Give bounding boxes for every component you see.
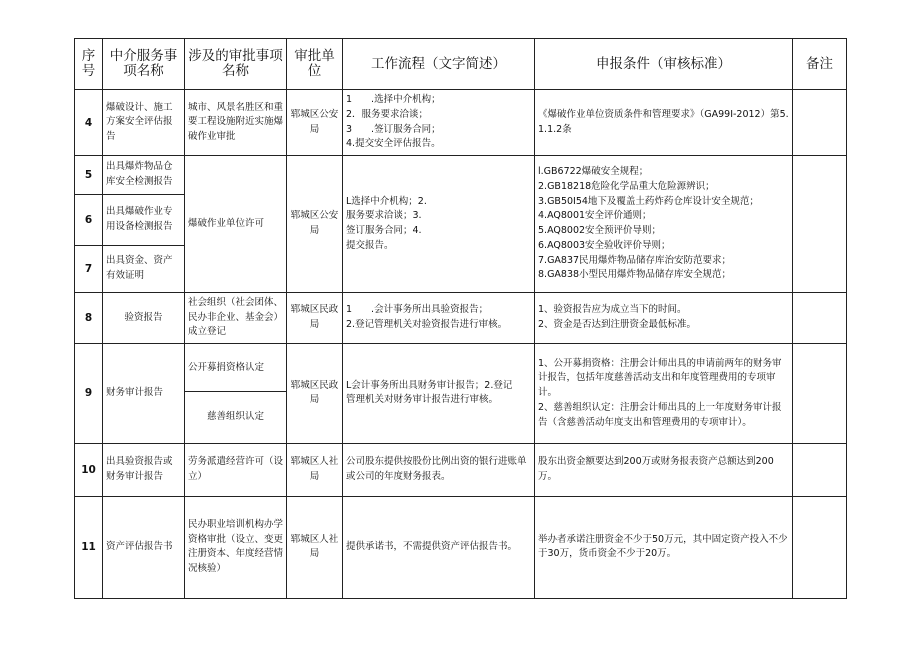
table-row xyxy=(75,343,847,443)
conditions: 股东出资金额要达到200万或财务报表资产总额达到200万。 xyxy=(535,443,793,496)
remark xyxy=(793,156,847,293)
table-row xyxy=(75,156,847,195)
approval-item-b: 慈善组织认定 xyxy=(206,410,264,422)
service-name: 资产评估报告书 xyxy=(103,496,185,598)
flow-line: 1 .选择中介机构； xyxy=(346,94,441,106)
approval-unit: 郓城区公安局 xyxy=(287,90,343,156)
table-row xyxy=(75,292,847,343)
condition-line: 1、公开募捐资格：注册会计师出具的申请前两年的财务审计报告，包括年度慈善活动支出和年度管理费用的专项审计。 xyxy=(538,357,782,399)
row-number: 5 xyxy=(75,156,103,195)
approval-item: 社会组织（社会团体、民办非企业、基金会）成立登记 xyxy=(185,292,287,343)
condition-line: l.GB6722爆破安全规程； xyxy=(538,166,649,178)
header-name: 中介服务事项名称 xyxy=(103,39,185,90)
work-flow xyxy=(343,292,535,343)
row-number: 11 xyxy=(75,496,103,598)
row-number: 10 xyxy=(75,443,103,496)
header-row xyxy=(75,39,847,90)
header-approval: 涉及的审批事项名称 xyxy=(185,39,287,90)
condition-line: 2.GB18218危险化学品重大危险源辨识； xyxy=(538,180,715,192)
service-name: 验资报告 xyxy=(103,292,185,343)
flow-line: 2.登记管理机关对验资报告进行审核。 xyxy=(346,318,508,330)
condition-line: 4.AQ8001安全评价通则； xyxy=(538,210,652,222)
remark xyxy=(793,292,847,343)
conditions xyxy=(535,343,793,443)
flow-line: L选择中介机构；2. xyxy=(346,195,427,207)
condition-line: 2、资金是否达到注册资金最低标准。 xyxy=(538,318,697,330)
conditions: 举办者承诺注册资金不少于50万元，其中固定资产投入不少于30万，货币资金不少于20万。 xyxy=(535,496,793,598)
service-name: 出具资金、资产有效证明 xyxy=(103,246,185,293)
conditions xyxy=(535,156,793,293)
flow-line: 1 .会计事务所出具验资报告； xyxy=(346,304,489,316)
header-no: 序号 xyxy=(75,39,103,90)
flow-line: 签订服务合同；4. xyxy=(346,225,422,237)
work-flow: 公司股东提供按股份比例出资的银行进账单或公司的年度财务报表。 xyxy=(343,443,535,496)
flow-line: 服务要求洽谈；3. xyxy=(346,210,422,222)
flow-line: 管理机关对财务审计报告进行审核。 xyxy=(346,394,499,406)
flow-line: 2．服务要求洽谈； xyxy=(346,108,429,120)
flow-line: 提交报告。 xyxy=(346,239,394,251)
approval-item-a: 公开募捐资格认定 xyxy=(185,345,286,392)
service-name: 爆破设计、施工方案安全评估报告 xyxy=(103,90,185,156)
row-number: 9 xyxy=(75,343,103,443)
approval-item: 爆破作业单位许可 xyxy=(185,156,287,293)
service-name: 出具爆破作业专用设备检测报告 xyxy=(103,195,185,246)
conditions xyxy=(535,292,793,343)
work-flow xyxy=(343,343,535,443)
flow-line: 3 .签订服务合同； xyxy=(346,123,441,135)
flow-line: L会计事务所出具财务审计报告；2.登记 xyxy=(346,379,513,391)
table-row xyxy=(75,90,847,156)
condition-line: 2、慈善组织认定：注册会计师出具的上一年度财务审计报告（含慈善活动年度支出和管理费用的专项审计）。 xyxy=(538,401,782,428)
row-number: 7 xyxy=(75,246,103,293)
remark xyxy=(793,443,847,496)
service-name: 出具验资报告或财务审计报告 xyxy=(103,443,185,496)
work-flow xyxy=(343,90,535,156)
approval-item: 城市、风景名胜区和重要工程设施附近实施爆破作业审批 xyxy=(185,90,287,156)
flow-line: 4.提交安全评估报告。 xyxy=(346,138,441,150)
condition-line: 3.GB50I54地下及覆盖土药炸药仓库设计安全规范； xyxy=(538,195,759,207)
row-number: 4 xyxy=(75,90,103,156)
approval-unit: 郓城区民政局 xyxy=(287,343,343,443)
approval-item xyxy=(185,343,287,443)
table-row xyxy=(75,443,847,496)
condition-line: 1、验资报告应为成立当下的时间。 xyxy=(538,304,687,316)
row-number: 6 xyxy=(75,195,103,246)
approval-item: 民办职业培训机构办学资格审批（设立、变更注册资本、年度经营情况核验） xyxy=(185,496,287,598)
header-cond: 申报条件（审核标准） xyxy=(535,39,793,90)
work-flow xyxy=(343,156,535,293)
approval-unit: 郓城区人社局 xyxy=(287,496,343,598)
service-name: 出具爆炸物品仓库安全检测报告 xyxy=(103,156,185,195)
condition-line: 8.GA838小型民用爆炸物品储存库安全规范； xyxy=(538,269,732,281)
condition-line: 6.AQ8003安全验收评价导则； xyxy=(538,239,671,251)
condition-line: 5.AQ8002安全预评价导则； xyxy=(538,225,662,237)
remark xyxy=(793,496,847,598)
conditions: 《爆破作业单位资质条件和管理要求》（GA99I-2012）第5.1.1.2条 xyxy=(535,90,793,156)
header-unit: 审批单位 xyxy=(287,39,343,90)
service-name: 财务审计报告 xyxy=(103,343,185,443)
header-flow: 工作流程（文字简述） xyxy=(343,39,535,90)
remark xyxy=(793,343,847,443)
row-number: 8 xyxy=(75,292,103,343)
approval-unit: 郓城区公安局 xyxy=(287,156,343,293)
approval-unit: 郓城区民政局 xyxy=(287,292,343,343)
table-row xyxy=(75,496,847,598)
approval-item: 劳务派遣经营许可（设立） xyxy=(185,443,287,496)
approval-unit: 郓城区人社局 xyxy=(287,443,343,496)
remark xyxy=(793,90,847,156)
intermediary-service-table xyxy=(74,38,847,599)
header-remark: 备注 xyxy=(793,39,847,90)
work-flow: 提供承诺书，不需提供资产评估报告书。 xyxy=(343,496,535,598)
condition-line: 7.GA837民用爆炸物品储存库治安防范要求； xyxy=(538,254,732,266)
